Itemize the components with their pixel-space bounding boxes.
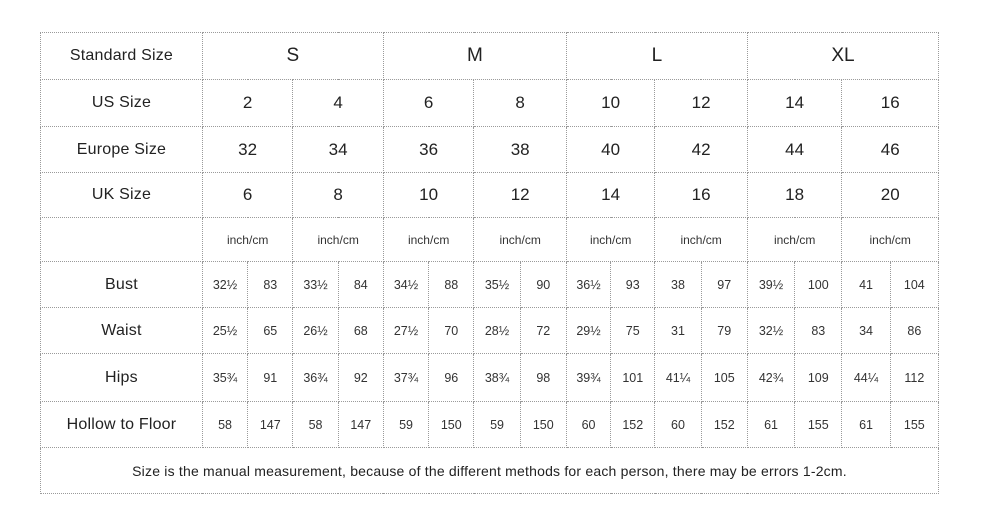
hips-cm-cell: 91 xyxy=(248,354,293,402)
hips-cm-cell: 92 xyxy=(338,354,383,402)
us-size-cell: 2 xyxy=(202,80,293,127)
hollow-to-floor-header: Hollow to Floor xyxy=(41,402,203,448)
uk-size-header: UK Size xyxy=(41,173,203,218)
standard-size-m: M xyxy=(383,33,566,80)
waist-cm-cell: 72 xyxy=(520,308,566,354)
unit-label: inch/cm xyxy=(842,218,939,262)
uk-size-cell: 6 xyxy=(202,173,293,218)
bust-inch-cell: 41 xyxy=(842,262,890,308)
hollow-cm-cell: 155 xyxy=(795,402,842,448)
unit-label: inch/cm xyxy=(655,218,748,262)
waist-cm-cell: 83 xyxy=(795,308,842,354)
standard-size-xl: XL xyxy=(747,33,938,80)
hips-inch-cell: 41¼ xyxy=(655,354,701,402)
waist-cm-cell: 86 xyxy=(890,308,938,354)
standard-size-l: L xyxy=(566,33,747,80)
waist-inch-cell: 29½ xyxy=(566,308,610,354)
hollow-inch-cell: 61 xyxy=(747,402,794,448)
europe-size-cell: 32 xyxy=(202,127,293,173)
bust-inch-cell: 34½ xyxy=(383,262,428,308)
hollow-inch-cell: 61 xyxy=(842,402,890,448)
europe-size-cell: 44 xyxy=(747,127,842,173)
europe-size-cell: 42 xyxy=(655,127,748,173)
unit-label: inch/cm xyxy=(383,218,474,262)
hollow-cm-cell: 150 xyxy=(520,402,566,448)
waist-inch-cell: 26½ xyxy=(293,308,338,354)
hollow-inch-cell: 60 xyxy=(566,402,610,448)
hips-inch-cell: 35¾ xyxy=(202,354,247,402)
hips-cm-cell: 112 xyxy=(890,354,938,402)
hips-cm-cell: 105 xyxy=(701,354,747,402)
us-size-cell: 4 xyxy=(293,80,384,127)
uk-size-cell: 8 xyxy=(293,173,384,218)
waist-cm-cell: 75 xyxy=(611,308,655,354)
unit-label: inch/cm xyxy=(747,218,842,262)
hips-cm-cell: 96 xyxy=(429,354,474,402)
uk-size-cell: 14 xyxy=(566,173,654,218)
hips-inch-cell: 42¾ xyxy=(747,354,794,402)
hollow-inch-cell: 60 xyxy=(655,402,701,448)
bust-row xyxy=(41,262,939,308)
waist-row xyxy=(41,308,939,354)
bust-cm-cell: 88 xyxy=(429,262,474,308)
unit-label: inch/cm xyxy=(566,218,654,262)
hips-cm-cell: 101 xyxy=(611,354,655,402)
note-row xyxy=(41,448,939,494)
hips-inch-cell: 38¾ xyxy=(474,354,520,402)
waist-inch-cell: 28½ xyxy=(474,308,520,354)
bust-cm-cell: 83 xyxy=(248,262,293,308)
hollow-inch-cell: 59 xyxy=(383,402,428,448)
uk-size-cell: 10 xyxy=(383,173,474,218)
standard-size-s: S xyxy=(202,33,383,80)
hips-inch-cell: 44¼ xyxy=(842,354,890,402)
standard-size-row xyxy=(41,33,939,80)
measurement-note: Size is the manual measurement, because of the different methods for each person, there may be errors 1-2cm. xyxy=(41,448,939,494)
hollow-cm-cell: 147 xyxy=(338,402,383,448)
waist-cm-cell: 65 xyxy=(248,308,293,354)
hips-inch-cell: 39¾ xyxy=(566,354,610,402)
waist-inch-cell: 34 xyxy=(842,308,890,354)
bust-header: Bust xyxy=(41,262,203,308)
uk-size-cell: 16 xyxy=(655,173,748,218)
us-size-header: US Size xyxy=(41,80,203,127)
uk-size-cell: 20 xyxy=(842,173,939,218)
bust-inch-cell: 33½ xyxy=(293,262,338,308)
europe-size-header: Europe Size xyxy=(41,127,203,173)
hips-header: Hips xyxy=(41,354,203,402)
uk-size-cell: 18 xyxy=(747,173,842,218)
hollow-to-floor-row xyxy=(41,402,939,448)
bust-cm-cell: 93 xyxy=(611,262,655,308)
hollow-inch-cell: 58 xyxy=(202,402,247,448)
europe-size-row xyxy=(41,127,939,173)
bust-cm-cell: 97 xyxy=(701,262,747,308)
hollow-inch-cell: 58 xyxy=(293,402,338,448)
europe-size-cell: 38 xyxy=(474,127,567,173)
us-size-row xyxy=(41,80,939,127)
unit-row xyxy=(41,218,939,262)
bust-cm-cell: 84 xyxy=(338,262,383,308)
hips-cm-cell: 98 xyxy=(520,354,566,402)
hollow-cm-cell: 155 xyxy=(890,402,938,448)
bust-inch-cell: 36½ xyxy=(566,262,610,308)
hollow-inch-cell: 59 xyxy=(474,402,520,448)
hips-inch-cell: 36¾ xyxy=(293,354,338,402)
hips-inch-cell: 37¾ xyxy=(383,354,428,402)
us-size-cell: 14 xyxy=(747,80,842,127)
uk-size-row xyxy=(41,173,939,218)
us-size-cell: 10 xyxy=(566,80,654,127)
waist-cm-cell: 70 xyxy=(429,308,474,354)
uk-size-cell: 12 xyxy=(474,173,567,218)
us-size-cell: 8 xyxy=(474,80,567,127)
bust-inch-cell: 35½ xyxy=(474,262,520,308)
unit-row-header-empty xyxy=(41,218,203,262)
europe-size-cell: 34 xyxy=(293,127,384,173)
us-size-cell: 12 xyxy=(655,80,748,127)
bust-cm-cell: 104 xyxy=(890,262,938,308)
unit-label: inch/cm xyxy=(293,218,384,262)
bust-inch-cell: 32½ xyxy=(202,262,247,308)
waist-inch-cell: 31 xyxy=(655,308,701,354)
hollow-cm-cell: 147 xyxy=(248,402,293,448)
size-chart-table xyxy=(40,32,939,494)
europe-size-cell: 40 xyxy=(566,127,654,173)
bust-cm-cell: 100 xyxy=(795,262,842,308)
unit-label: inch/cm xyxy=(474,218,567,262)
europe-size-cell: 36 xyxy=(383,127,474,173)
europe-size-cell: 46 xyxy=(842,127,939,173)
unit-label: inch/cm xyxy=(202,218,293,262)
us-size-cell: 6 xyxy=(383,80,474,127)
bust-inch-cell: 39½ xyxy=(747,262,794,308)
bust-cm-cell: 90 xyxy=(520,262,566,308)
waist-cm-cell: 79 xyxy=(701,308,747,354)
waist-inch-cell: 27½ xyxy=(383,308,428,354)
us-size-cell: 16 xyxy=(842,80,939,127)
standard-size-header: Standard Size xyxy=(41,33,203,80)
waist-inch-cell: 32½ xyxy=(747,308,794,354)
waist-header: Waist xyxy=(41,308,203,354)
hollow-cm-cell: 152 xyxy=(701,402,747,448)
hips-cm-cell: 109 xyxy=(795,354,842,402)
hollow-cm-cell: 150 xyxy=(429,402,474,448)
hollow-cm-cell: 152 xyxy=(611,402,655,448)
hips-row xyxy=(41,354,939,402)
waist-inch-cell: 25½ xyxy=(202,308,247,354)
bust-inch-cell: 38 xyxy=(655,262,701,308)
waist-cm-cell: 68 xyxy=(338,308,383,354)
